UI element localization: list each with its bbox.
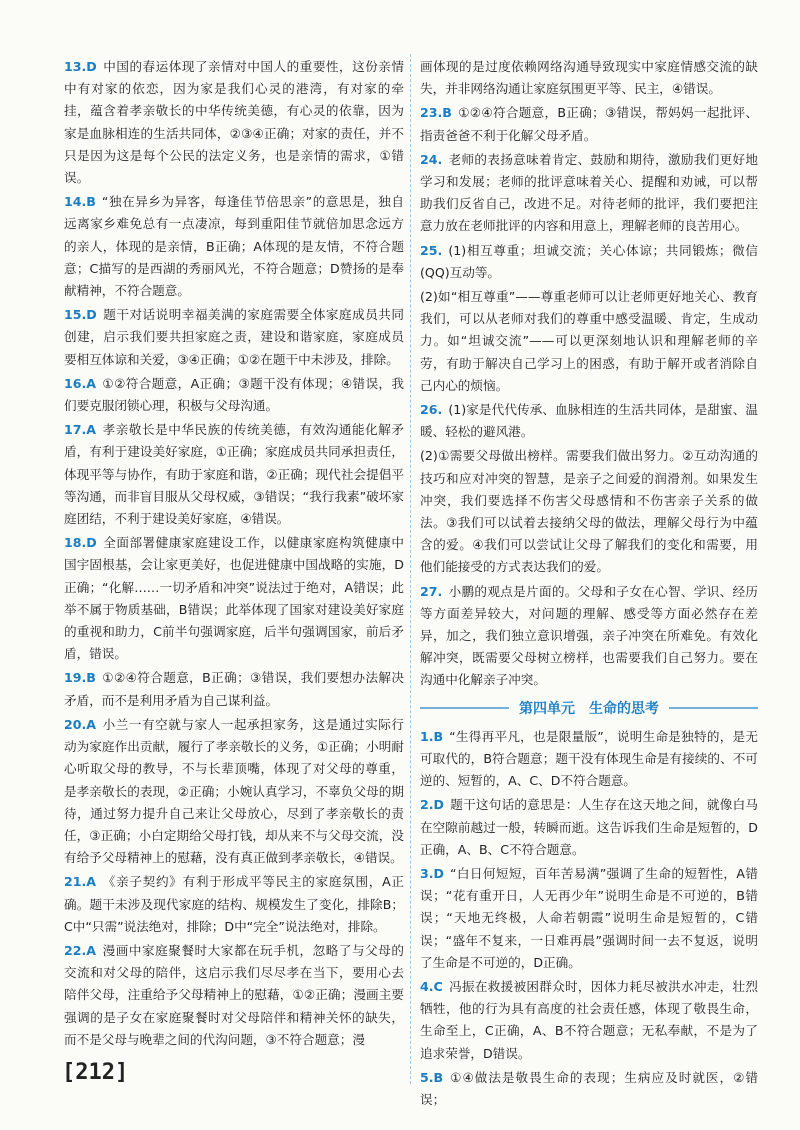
answer-entry [64,191,404,302]
answer-text: “独在异乡为异客，每逢佳节倍思亲”的意思是，独自远离家乡难免总有一点凄凉，每到重阳佳节就倍加思念远方的亲人，体现的是亲情，B正确；A体现的是友情，不符合题意；C描写的是西湖的秀丽风光，不符合题意；D赞扬的是奉献精神，不符合题意。 [64,194,404,299]
answer-entry [420,102,758,146]
answer-entry [420,1067,758,1111]
answer-text: 题干对话说明幸福美满的家庭需要全体家庭成员共同创建，启示我们要共担家庭之责，建设和谐家庭，家庭成员要相互体谅和关爱，③④正确；①②在题干中未涉及，排除。 [64,307,404,367]
answer-number: 16.A [64,375,97,391]
answer-number: 26. [420,402,443,418]
answer-entry [64,940,404,1051]
answer-text: (1)相互尊重；坦诚交流；关心体谅；共同锻炼；微信(QQ)互动等。 [420,242,758,280]
answer-text: “生得再平凡，也是限量版”，说明生命是独特的，是无可取代的，B符合题意；题干没有体现生命是有接续的、不可逆的、短暂的，A、C、D不符合题意。 [420,728,758,789]
unit-heading [420,696,758,720]
answer-entry [64,532,404,665]
unit-heading-title: 第四单元 生命的思考 [519,700,659,717]
answer-entry [420,726,758,793]
answer-number: 20.A [64,716,97,732]
answer-number: 27. [420,583,443,599]
answer-entry [420,794,758,861]
answer-entry [64,714,404,869]
page-number: [212] [62,1060,129,1085]
left-column [64,56,404,1053]
answer-entry [420,581,758,692]
answer-text: ①④做法是敬畏生命的表现；生病应及时就医，②错误； [420,1069,758,1107]
answer-entry [64,304,404,371]
answer-entry [64,419,404,530]
answer-text: 小鹏的观点是片面的。父母和子女在心智、学识、经历等方面差异较大，对问题的理解、感受等方面必然存在差异，加之，我们独立意识增强，亲子冲突在所难免。有效化解冲突，既需要父母树立榜样，也需要我们自己努力。要在沟通中化解亲子冲突。 [420,583,758,688]
answer-text: ①②符合题意，A正确；③题干没有体现；④错误，我们要克服闭锁心理，积极与父母沟通。 [64,375,404,414]
answer-number: 23.B [420,105,452,121]
answer-number: 2.D [420,797,445,813]
answer-entry [64,373,404,417]
answer-entry [420,149,758,238]
answer-number: 25. [420,242,443,258]
answer-text: 全面部署健康家庭建设工作，以健康家庭构筑健康中国宇固根基，会让家更美好，也促进健康中国战略的实施，D正确；“化解……一切矛盾和冲突”说法过于绝对，A错误；此举不属于物质基础，B错误；此举体现了国家对建设美好家庭的重视和助力，C前半句强调家庭，后半句强调国家，前后矛盾，错误。 [64,535,404,662]
answer-entry [420,240,758,284]
answer-text: 画体现的是过度依赖网络沟通导致现实中家庭情感交流的缺失，并非网络沟通让家庭氛围更平等、民主，④错误。 [420,59,758,97]
answer-text: 小兰一有空就与家人一起承担家务，这是通过实际行动为家庭作出贡献，履行了孝亲敬长的义务，①正确；小明耐心听取父母的教导，不与长辈顶嘴，体现了对父母的尊重，是孝亲敬长的表现，②正确；小婉认真学习，不辜负父母的期待，通过努力提升自己来让父母放心，尽到了孝亲敬长的责任，③正确；小白定期给父母打钱，却从来不与父母交流，没有给予父母精神上的慰藉，没有真正做到孝亲敬长，④错误。 [64,716,404,866]
answer-text: 题干这句话的意思是：人生存在这天地之间，就像白马在空隙前越过一般，转瞬而逝。这告诉我们生命是短暂的，D正确，A、B、C不符合题意。 [420,797,758,857]
answer-text: (2)①需要父母做出榜样。需要我们做出努力。②互动沟通的技巧和应对冲突的智慧，是亲子之间爱的润滑剂。如果发生冲突，我们要选择不伤害父母感情和不伤害亲子关系的做法。③我们可以试着去接纳父母的做法，理解父母行为中蕴含的爱。④我们可以尝试让父母了解我们的变化和需要，用他们能接受的方式表达我们的爱。 [420,448,758,575]
heading-rule-left [420,707,509,709]
answer-text: 冯振在救援被困群众时，因体力耗尽被洪水冲走，壮烈牺牲，他的行为具有高度的社会责任感，体现了敬畏生命，生命至上，C正确，A、B不符合题意；无私奉献，不是为了追求荣誉，D错误。 [420,978,758,1061]
answer-entry [64,871,404,938]
answer-entry [420,863,758,974]
answer-text: 漫画中家庭聚餐时大家都在玩手机，忽略了与父母的交流和对父母的陪伴，这启示我们尽尽孝在当下，要用心去陪伴父母，注重给予父母精神上的慰藉，①②正确；漫画主要强调的是子女在家庭聚餐时对父母陪伴和精神关怀的缺失，而不是父母与晚辈之间的代沟问题，③不符合题意；漫 [64,942,404,1047]
answer-entry [64,667,404,711]
heading-rule-right [669,707,758,709]
answer-number: 17.A [64,422,97,438]
answer-number: 3.D [420,865,445,881]
answer-number: 22.A [64,942,97,958]
answer-entry [420,976,758,1065]
answer-text: ①②④符合题意，B正确；③错误，帮妈妈一起批评、指责爸爸不利于化解父母矛盾。 [420,105,758,143]
answer-number: 4.C [420,978,443,994]
answer-number: 21.A [64,874,97,890]
answer-number: 5.B [420,1069,444,1085]
answer-number: 19.B [64,670,96,686]
answer-entry [420,286,758,397]
answer-entry [420,399,758,443]
answer-text: 中国的春运体现了亲情对中国人的重要性，这份亲情中有对家的依恋，因为家是我们心灵的港湾，有对家的牵挂，蕴含着孝亲敬长的中华传统美德，有心灵的依靠，因为家是血脉相连的生活共同体，②③④正确；对家的责任，并不只是因为这是每个公民的法定义务，也是亲情的需求，①错误。 [64,59,404,186]
answer-text: ①②④符合题意，B正确；③错误，我们要想办法解决矛盾，而不是利用矛盾为自己谋利益。 [64,670,404,708]
answer-text: “白日何短短，百年苦易满”强调了生命的短暂性，A错误；“花有重开日，人无再少年”说明生命是不可逆的，B错误；“天地无终极，人命若朝霞”说明生命是短暂的，C错误；“盛年不复来，一日难再晨”强调时间一去不复返，说明了生命是不可逆的，D正确。 [420,865,758,970]
answer-number: 18.D [64,535,97,551]
answer-number: 24. [420,151,443,167]
column-divider [410,54,411,1084]
answer-number: 13.D [64,59,97,74]
answer-entry [420,56,758,100]
answer-text: 《亲子契约》有利于形成平等民主的家庭氛围，A正确。题干未涉及现代家庭的结构、规模发生了变化，排除B；C中“只需”说法绝对，排除；D中“完全”说法绝对，排除。 [64,874,404,934]
answer-text: 孝亲敬长是中华民族的传统美德，有效沟通能化解矛盾，有利于建设美好家庭，①正确；家庭成员共同承担责任，体现平等与协作，有助于家庭和谐，②正确；现代社会提倡平等沟通，而非盲目服从父母权威，③错误；“我行我素”破坏家庭团结，不利于建设美好家庭，④错误。 [64,422,404,527]
right-column [420,56,758,1113]
answer-text: (1)家是代代传承、血脉相连的生活共同体，是甜蜜、温暖、轻松的避风港。 [420,402,758,440]
answer-entry [420,445,758,578]
answer-number: 15.D [64,307,97,323]
answer-number: 14.B [64,194,96,210]
answer-text: (2)如“相互尊重”——尊重老师可以让老师更好地关心、教育我们，可以从老师对我们的尊重中感受温暖、肯定，生成动力。如“坦诚交流”——可以更深刻地认识和理解老师的辛劳，有助于解决自己学习上的困惑，有助于解开或者消除自己内心的烦恼。 [420,289,758,393]
answer-entry [64,56,404,189]
answer-text: 老师的表扬意味着肯定、鼓励和期待，激励我们更好地学习和发展；老师的批评意味着关心、提醒和劝诫，可以帮助我们反省自己，改进不足。对待老师的批评，我们要把注意力放在老师批评的内容和用意上，理解老师的良苦用心。 [420,151,758,234]
answer-number: 1.B [420,728,444,744]
